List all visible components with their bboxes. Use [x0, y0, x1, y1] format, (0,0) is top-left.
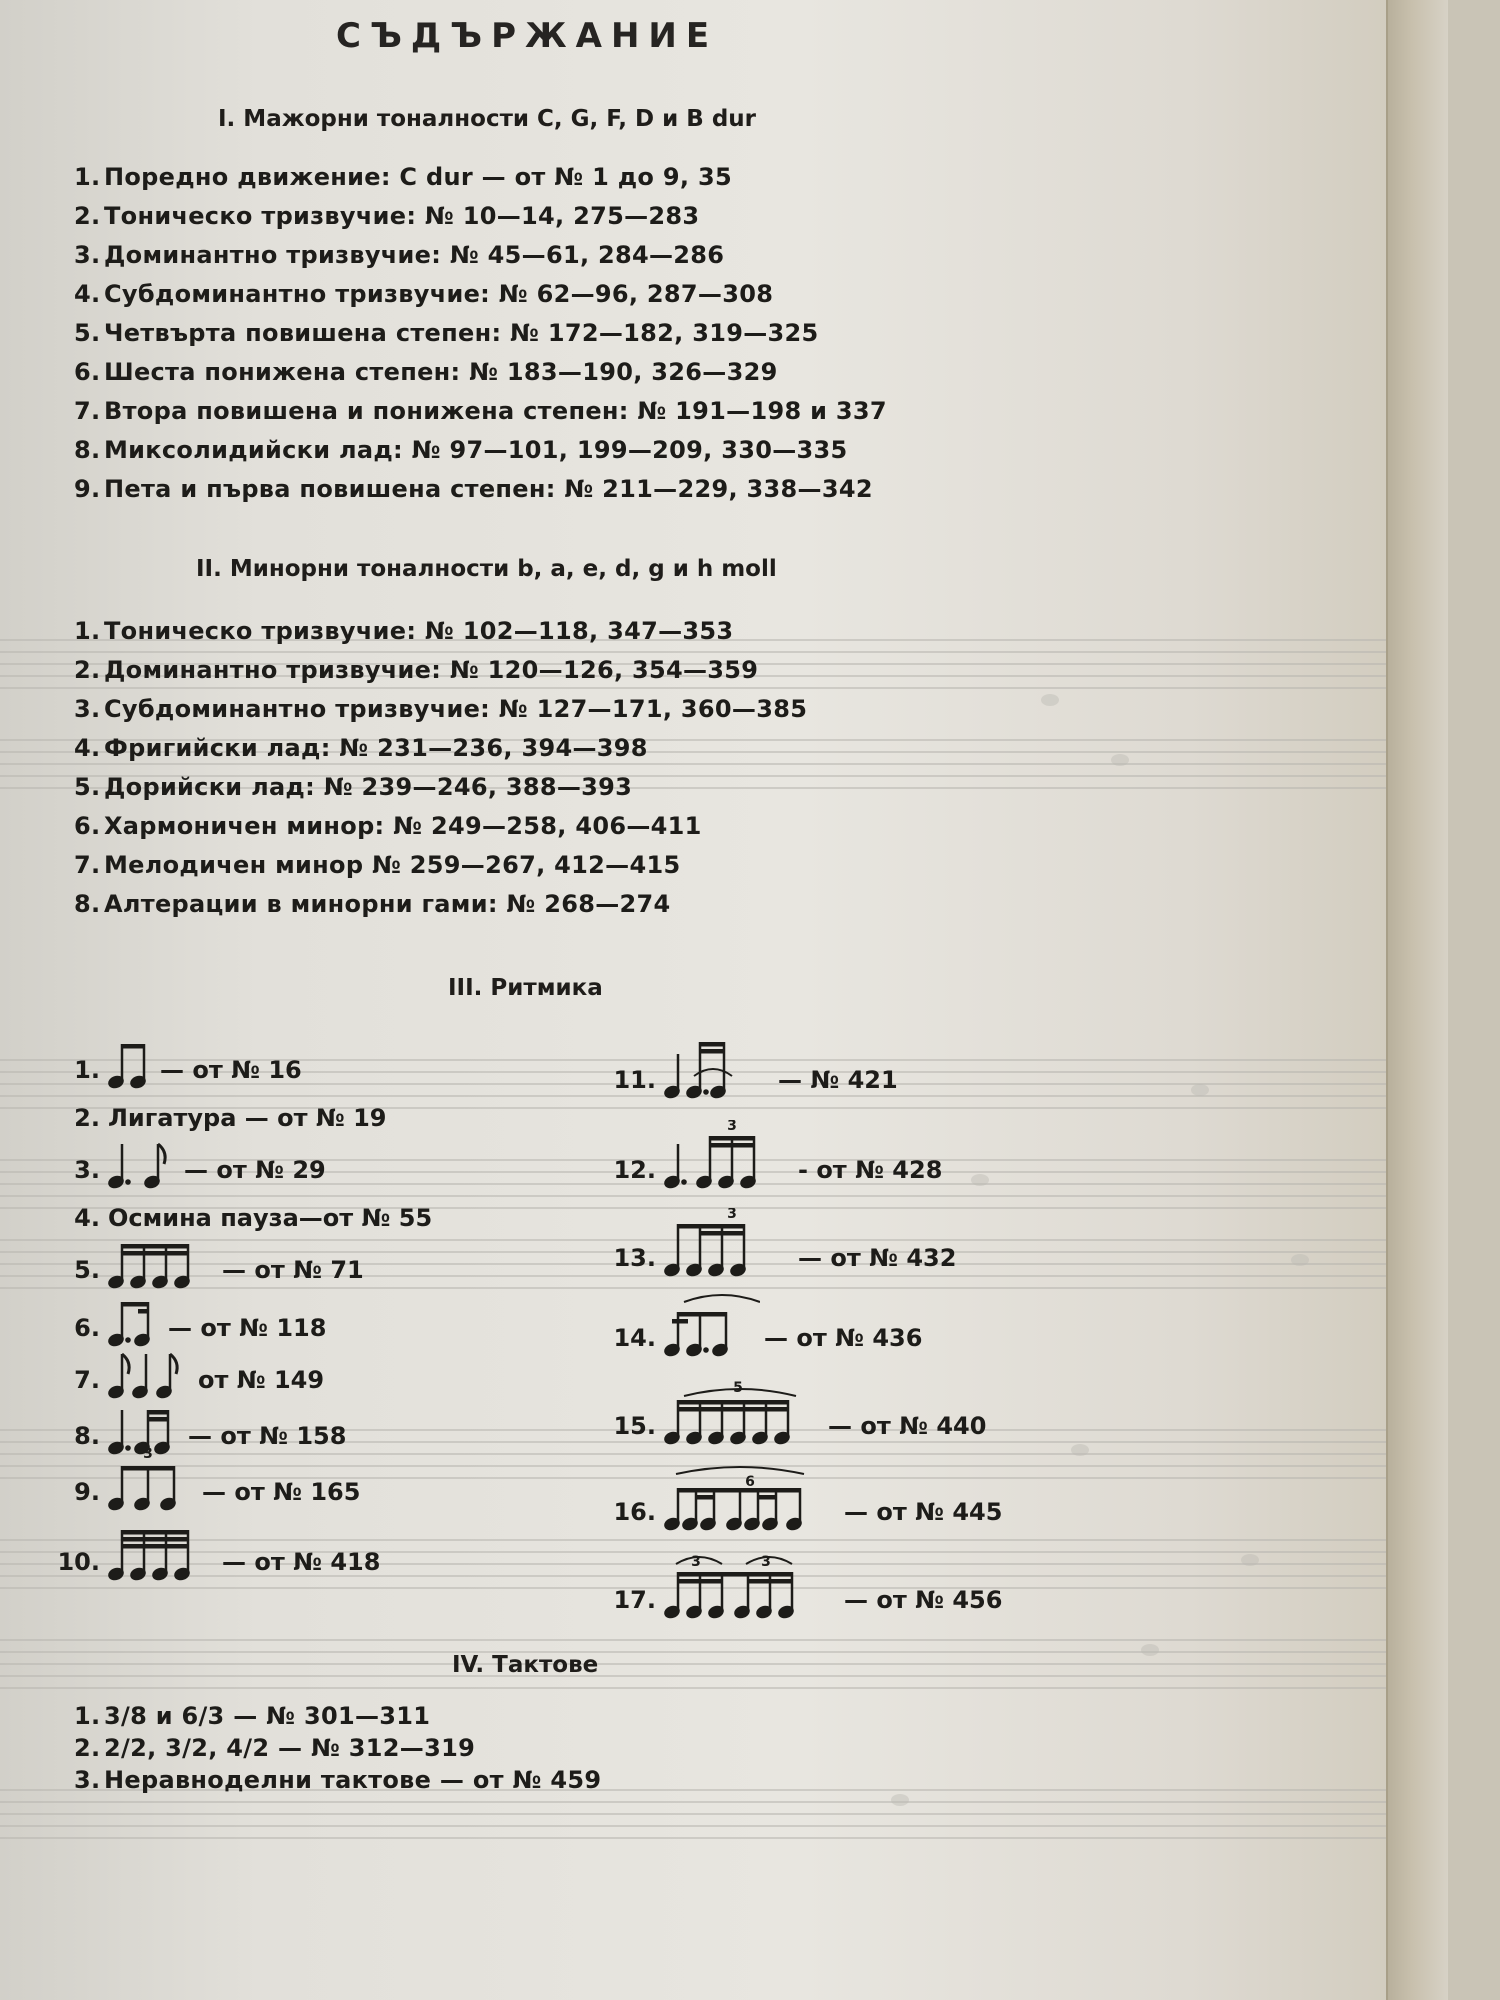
entry-references: C dur — от № 1 до 9, 35: [399, 163, 732, 191]
beam: [700, 1231, 744, 1236]
rhythm-entry: [600, 1208, 956, 1278]
tuplet-number: 6: [745, 1474, 755, 1490]
entry-reference: — от № 436: [764, 1324, 923, 1352]
tuplet-number: 3: [143, 1446, 153, 1462]
rhythm-entry: [50, 1442, 360, 1512]
entry-number: 15.: [613, 1412, 656, 1440]
rhythm-figure-double-triplet: [664, 1550, 840, 1620]
bleed-note: [891, 1794, 909, 1806]
entry-label: Втора повишена и понижена степен:: [104, 397, 629, 425]
entry-references: № 120—126, 354—359: [449, 656, 759, 684]
entry-label: Мелодичен минор: [104, 851, 364, 879]
entry-reference: — от № 432: [798, 1244, 957, 1272]
rhythm-entry: [600, 1376, 986, 1446]
toc-entry: [74, 431, 887, 470]
major-keys-list: [74, 158, 887, 509]
toc-entry: [74, 275, 887, 314]
entry-number: 4.: [74, 280, 101, 308]
paper-edge: [1386, 0, 1448, 2000]
entry-reference: Лигатура — от № 19: [108, 1104, 387, 1132]
toc-entry: [74, 197, 887, 236]
toc-entry: [74, 807, 807, 846]
toc-entry: [74, 236, 887, 275]
entry-number: 17.: [613, 1586, 656, 1614]
entry-reference: — от № 440: [828, 1412, 987, 1440]
rhythm-figure-quarter-dotted-sixteenths: [664, 1030, 774, 1100]
entry-reference: — от № 71: [222, 1256, 364, 1284]
entry-references: № 259—267, 412—415: [371, 851, 681, 879]
entry-number: 1.: [74, 617, 101, 645]
bleed-note: [1241, 1554, 1259, 1566]
entry-references: № 211—229, 338—342: [564, 475, 873, 503]
entry-label: Доминантно тризвучие:: [104, 241, 442, 269]
beam: [122, 1537, 188, 1542]
augmentation-dot: [703, 1089, 709, 1095]
toc-entry: [74, 392, 887, 431]
rhythm-entry: [600, 1030, 898, 1100]
toc-entry: [74, 353, 887, 392]
entry-number: 1.: [74, 163, 101, 191]
toc-entry: [74, 690, 807, 729]
entry-number: 6.: [74, 812, 101, 840]
entry-number: 2.: [74, 1734, 101, 1762]
page-title: СЪДЪРЖАНИЕ: [336, 16, 719, 56]
entry-number: 1.: [74, 1056, 100, 1084]
entry-number: 16.: [613, 1498, 656, 1526]
beam: [700, 1049, 724, 1054]
rhythm-figure-quintuplet: [664, 1376, 824, 1446]
rhythm-figure-triplet-eighths: [108, 1442, 198, 1512]
entry-references: № 183—190, 326—329: [469, 358, 778, 386]
entry-number: 8.: [74, 436, 101, 464]
bleed-note: [1071, 1444, 1089, 1456]
tuplet-number: 3: [761, 1554, 771, 1570]
entry-label: Субдоминантно тризвучие:: [104, 695, 491, 723]
entry-reference: — от № 118: [168, 1314, 327, 1342]
entry-text: Неравноделни тактове — от № 459: [104, 1766, 602, 1794]
beam: [696, 1495, 714, 1500]
entry-label: Миксолидийски лад:: [104, 436, 403, 464]
entry-number: 9.: [74, 475, 101, 503]
entry-references: № 97—101, 199—209, 330—335: [411, 436, 848, 464]
entry-number: 2.: [74, 202, 101, 230]
entry-number: 4.: [74, 734, 101, 762]
bleed-note: [1041, 694, 1059, 706]
toc-entry: [74, 158, 887, 197]
bleed-note: [1191, 1084, 1209, 1096]
rhythm-figure-triplet-sixteenths: [664, 1208, 794, 1278]
rhythm-entry: [600, 1550, 1002, 1620]
beam: [710, 1143, 754, 1148]
entry-number: 7.: [74, 397, 101, 425]
entry-references: № 191—198 и 337: [637, 397, 887, 425]
beam: [138, 1309, 148, 1314]
measures-list: [74, 1700, 601, 1796]
rhythm-entry: [600, 1120, 942, 1190]
entry-references: № 102—118, 347—353: [424, 617, 734, 645]
entry-number: 7.: [74, 851, 101, 879]
tuplet-number: 3: [727, 1120, 737, 1134]
entry-references: № 62—96, 287—308: [498, 280, 774, 308]
entry-references: № 268—274: [506, 890, 671, 918]
entry-label: Тоническо тризвучие:: [104, 617, 417, 645]
beam: [122, 1302, 148, 1307]
entry-number: 14.: [613, 1324, 656, 1352]
entry-reference: — от № 445: [844, 1498, 1003, 1526]
entry-reference: — от № 16: [160, 1056, 302, 1084]
slur: [676, 1467, 804, 1474]
toc-entry: [74, 885, 807, 924]
entry-references: № 231—236, 394—398: [339, 734, 648, 762]
entry-reference: — от № 29: [184, 1156, 326, 1184]
entry-number: 10.: [57, 1548, 100, 1576]
entry-label: Дорийски лад:: [104, 773, 316, 801]
entry-reference: Осмина пауза—от № 55: [108, 1204, 433, 1232]
entry-reference: — от № 456: [844, 1586, 1003, 1614]
measure-entry: [74, 1764, 601, 1796]
tuplet-number: 5: [733, 1380, 743, 1396]
entry-number: 11.: [613, 1066, 656, 1094]
toc-entry: [74, 470, 887, 509]
entry-reference: — от № 418: [222, 1548, 381, 1576]
entry-label: Хармоничен минор:: [104, 812, 385, 840]
entry-label: Поредно движение:: [104, 163, 391, 191]
beam: [678, 1488, 800, 1493]
augmentation-dot: [681, 1179, 687, 1185]
entry-number: 12.: [613, 1156, 656, 1184]
rhythm-figure-four-thirtyseconds: [108, 1512, 218, 1582]
beam: [722, 1572, 748, 1577]
section-heading-rhythm: III. Ритмика: [448, 975, 603, 1001]
entry-reference: — от № 165: [202, 1478, 361, 1506]
entry-label: Субдоминантно тризвучие:: [104, 280, 491, 308]
tuplet-number: 3: [691, 1554, 701, 1570]
beam: [710, 1136, 754, 1141]
tuplet-number: 3: [727, 1208, 737, 1222]
section-heading-major: I. Мажорни тоналности C, G, F, D и B dur: [218, 106, 756, 132]
bleed-note: [971, 1174, 989, 1186]
entry-number: 8.: [74, 890, 101, 918]
entry-references: № 239—246, 388—393: [323, 773, 633, 801]
entry-number: 8.: [74, 1422, 100, 1450]
toc-entry: [74, 729, 807, 768]
beam: [678, 1312, 726, 1317]
measure-entry: [74, 1700, 601, 1732]
beam: [700, 1042, 724, 1047]
beam: [678, 1579, 722, 1584]
entry-label: Доминантно тризвучие:: [104, 656, 442, 684]
entry-label: Алтерации в минорни гами:: [104, 890, 498, 918]
rhythm-entry: [600, 1288, 922, 1358]
entry-reference: — № 421: [778, 1066, 898, 1094]
entry-number: 5.: [74, 773, 101, 801]
entry-reference: от № 149: [198, 1366, 325, 1394]
entry-number: 3.: [74, 1766, 101, 1794]
entry-number: 2.: [74, 656, 101, 684]
toc-entry: [74, 651, 807, 690]
beam: [122, 1530, 188, 1535]
entry-reference: - от № 428: [798, 1156, 943, 1184]
entry-number: 1.: [74, 1702, 101, 1730]
augmentation-dot: [703, 1347, 709, 1353]
entry-label: Четвърта повишена степен:: [104, 319, 502, 347]
section-heading-minor: II. Минорни тоналности b, a, e, d, g и h moll: [196, 556, 777, 582]
entry-number: 13.: [613, 1244, 656, 1272]
beam: [748, 1579, 792, 1584]
entry-references: № 249—258, 406—411: [393, 812, 702, 840]
beam: [122, 1244, 188, 1249]
entry-number: 7.: [74, 1366, 100, 1394]
toc-entry: [74, 612, 807, 651]
beam: [678, 1407, 788, 1412]
beam: [122, 1251, 188, 1256]
entry-number: 5.: [74, 319, 101, 347]
entry-text: 2/2, 3/2, 4/2 — № 312—319: [104, 1734, 476, 1762]
entry-number: 4.: [74, 1204, 100, 1232]
beam: [672, 1319, 688, 1324]
entry-label: Фригийски лад:: [104, 734, 331, 762]
beam: [758, 1495, 776, 1500]
beam: [122, 1466, 174, 1471]
beam: [122, 1044, 144, 1049]
entry-label: Тоническо тризвучие:: [104, 202, 417, 230]
toc-entry: [74, 846, 807, 885]
beam: [678, 1224, 744, 1229]
rhythm-figure-sixteenth-dotted-eighth: [664, 1288, 760, 1358]
beam: [148, 1417, 168, 1422]
entry-text: 3/8 и 6/3 — № 301—311: [104, 1702, 431, 1730]
entry-number: 6.: [74, 1314, 100, 1342]
slur: [684, 1295, 760, 1302]
beam: [122, 1544, 188, 1549]
bleed-note: [1111, 754, 1129, 766]
bleed-note: [1141, 1644, 1159, 1656]
toc-entry: [74, 768, 807, 807]
beam: [748, 1572, 792, 1577]
entry-number: 6.: [74, 358, 101, 386]
entry-number: 3.: [74, 695, 101, 723]
entry-label: Шеста понижена степен:: [104, 358, 461, 386]
entry-references: № 127—171, 360—385: [498, 695, 808, 723]
minor-keys-list: [74, 612, 807, 924]
entry-number: 3.: [74, 1156, 100, 1184]
entry-label: Пета и първа повишена степен:: [104, 475, 556, 503]
entry-number: 2.: [74, 1104, 100, 1132]
measure-entry: [74, 1732, 601, 1764]
entry-references: № 45—61, 284—286: [449, 241, 725, 269]
rhythm-figure-triplet-sixteenths-dotted: [664, 1120, 794, 1190]
entry-number: 3.: [74, 241, 101, 269]
entry-references: № 10—14, 275—283: [424, 202, 700, 230]
bleed-note: [1291, 1254, 1309, 1266]
entry-reference: — от № 158: [188, 1422, 347, 1450]
section-heading-measures: IV. Тактове: [452, 1652, 599, 1678]
entry-number: 9.: [74, 1478, 100, 1506]
beam: [678, 1572, 722, 1577]
beam: [678, 1400, 788, 1405]
beam: [148, 1410, 168, 1415]
rhythm-entry: [600, 1462, 1002, 1532]
rhythm-figure-sextuplet: [664, 1462, 840, 1532]
entry-references: № 172—182, 319—325: [510, 319, 819, 347]
toc-entry: [74, 314, 887, 353]
rhythm-entry: [50, 1512, 380, 1582]
entry-number: 5.: [74, 1256, 100, 1284]
